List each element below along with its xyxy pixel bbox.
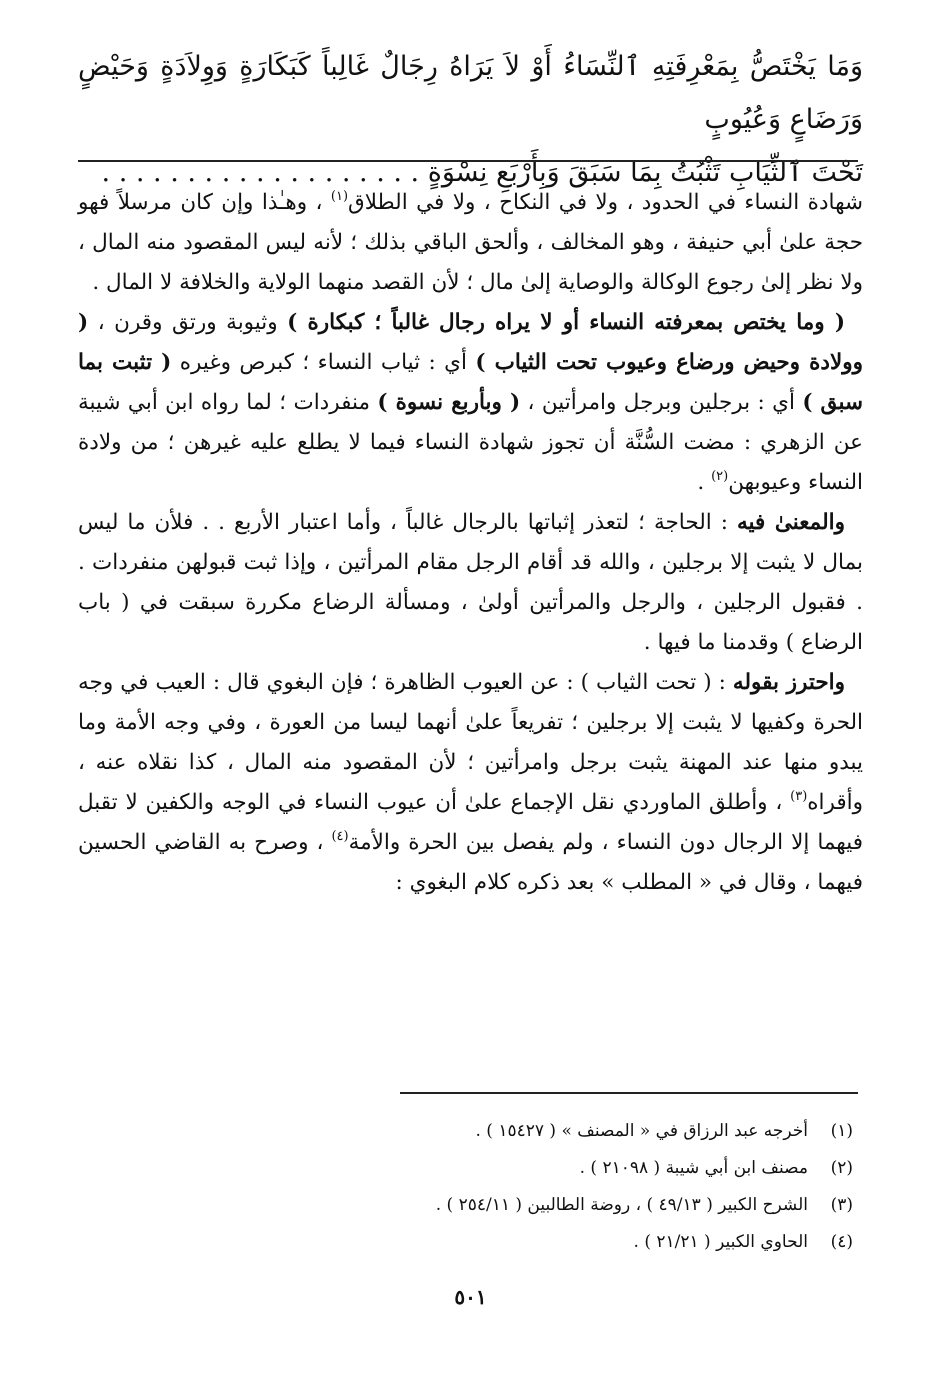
matn-separator (78, 160, 858, 162)
footnote-ref-3: (٣) (790, 789, 808, 804)
commentary-body (78, 183, 863, 903)
p2-matn-2: ( وولادة وحيض ورضاع وعيوب تحت الثياب ) (78, 310, 863, 375)
p4-lead: واحترز بقوله (732, 670, 845, 695)
paragraph-4 (78, 663, 863, 903)
p2-text-3: أي : برجلين وبرجل وامرأتين ، (520, 390, 803, 415)
footnote-text: الشرح الكبير ( ٤٩/١٣ ) ، روضة الطالبين ( ٢٥٤/١١ ) . (435, 1195, 808, 1215)
matn-line-2: تَحْتَ ٱلثِّيَابِ تَثْبُتُ بِمَا سَبَقَ وَبِأَرْبَعِ نِسْوَةٍ . (410, 157, 863, 188)
footnote-item (153, 1150, 853, 1187)
paragraph-2 (78, 303, 863, 503)
footnote-ref-1: (١) (330, 189, 349, 204)
footnote-ref-2: (٢) (711, 469, 729, 484)
p4-text-2: ، وأطلق الماوردي نقل الإجماع علىٰ أن عيوب النساء في الوجه والكفين لا تقبل فيهما إلا الرجال دون النساء ، ولم يفصل بين الحرة والأمة (78, 790, 863, 855)
paragraph-3 (78, 503, 863, 663)
footnote-number: (٣) (830, 1195, 853, 1215)
page-number: ٥٠١ (454, 1285, 487, 1309)
p3-text: : الحاجة ؛ لتعذر إثباتها بالرجال غالباً ، وأما اعتبار الأربع . . فلأن ما ليس بمال لا يثبت إلا برجلين ، والله قد أقام الرجل مقام المرأتين ، وإذا ثبت قبولهن منفردات . . فقبول الرجلين ، والرجل والمرأتين أولىٰ ، ومسألة الرضاع مكررة سبقت في ( باب الرضاع ) وقدمنا ما فيها . (78, 510, 863, 655)
footnote-number: (٤) (830, 1232, 853, 1252)
footnote-text: الحاوي الكبير ( ٢١/٢١ ) . (633, 1232, 808, 1252)
footnote-number: (٢) (830, 1158, 853, 1178)
footnote-separator (400, 1092, 858, 1094)
footnote-ref-4: (٤) (331, 829, 349, 844)
footnote-item (153, 1187, 853, 1224)
p2-text-5: . (697, 470, 712, 495)
footnote-item (153, 1224, 853, 1261)
p2-matn-3: ( تثبت بما سبق ) (78, 350, 863, 415)
footnote-item (153, 1113, 853, 1150)
p4-text-3: ، وصرح به القاضي الحسين فيهما ، وقال في « المطلب » بعد ذكره كلام البغوي : (78, 830, 863, 895)
footnote-number: (١) (830, 1121, 853, 1141)
p2-matn-1: ( وما يختص بمعرفته النساء أو لا يراه رجال غالباً ؛ كبكارة ) (287, 310, 845, 335)
p3-lead: والمعنىٰ فيه (736, 510, 845, 535)
p1-text-b: ، وهـٰذا وإن كان مرسلاً فهو حجة علىٰ أبي حنيفة ، وهو المخالف ، وألحق الباقي بذلك ؛ لأنه ليس المقصود منه المال ، ولا نظر إلىٰ رجوع الوكالة والوصاية إلىٰ مال ؛ لأن القصد منهما الولاية والخلافة لا المال . (78, 190, 863, 295)
p2-text-2: أي : ثياب النساء ؛ كبرص وغيره (171, 350, 476, 375)
matn-dots: . . . . . . . . . . . . . . . . . . (101, 157, 402, 188)
matn-line-1: وَمَا يَخْتَصُّ بِمَعْرِفَتِهِ ٱلنِّسَاءُ أَوْ لاَ يَرَاهُ رِجَالٌ غَالِباً كَبَكَارَةٍ وَوِلاَدَةٍ وَحَيْضٍ وَرَضَاعٍ وَعُيُوبٍ (78, 51, 863, 135)
p2-text-4: منفردات ؛ لما رواه ابن أبي شيبة عن الزهري : مضت السُّنَّة أن تجوز شهادة النساء فيما لا يطلع عليه غيرهن ؛ من ولادة النساء وعيوبهن (78, 390, 863, 495)
footnotes (153, 1113, 853, 1261)
p2-matn-4: ( وبأربع نسوة ) (377, 390, 521, 415)
paragraph-1 (78, 183, 863, 303)
p1-text-a: شهادة النساء في الحدود ، ولا في النكاح ، ولا في الطلاق (348, 190, 863, 215)
footnote-text: أخرجه عبد الرزاق في « المصنف » ( ١٥٤٢٧ ) . (475, 1121, 808, 1141)
footnote-text: مصنف ابن أبي شيبة ( ٢١٠٩٨ ) . (579, 1158, 808, 1178)
matn-text (78, 40, 863, 199)
p2-text-1: وثيوبة ورتق وقرن ، (88, 310, 288, 335)
p4-text-1: : ( تحت الثياب ) : عن العيوب الظاهرة ؛ فإن البغوي قال : العيب في وجه الحرة وكفيها لا يثبت إلا برجلين ؛ تفريعاً علىٰ أنهما ليسا من العورة ، وفي وجه الأمة وما يبدو منها عند المهنة يثبت برجل وامرأتين ؛ لأن المقصود منه المال ، كذا نقلاه عنه ، وأقراه (78, 670, 863, 815)
